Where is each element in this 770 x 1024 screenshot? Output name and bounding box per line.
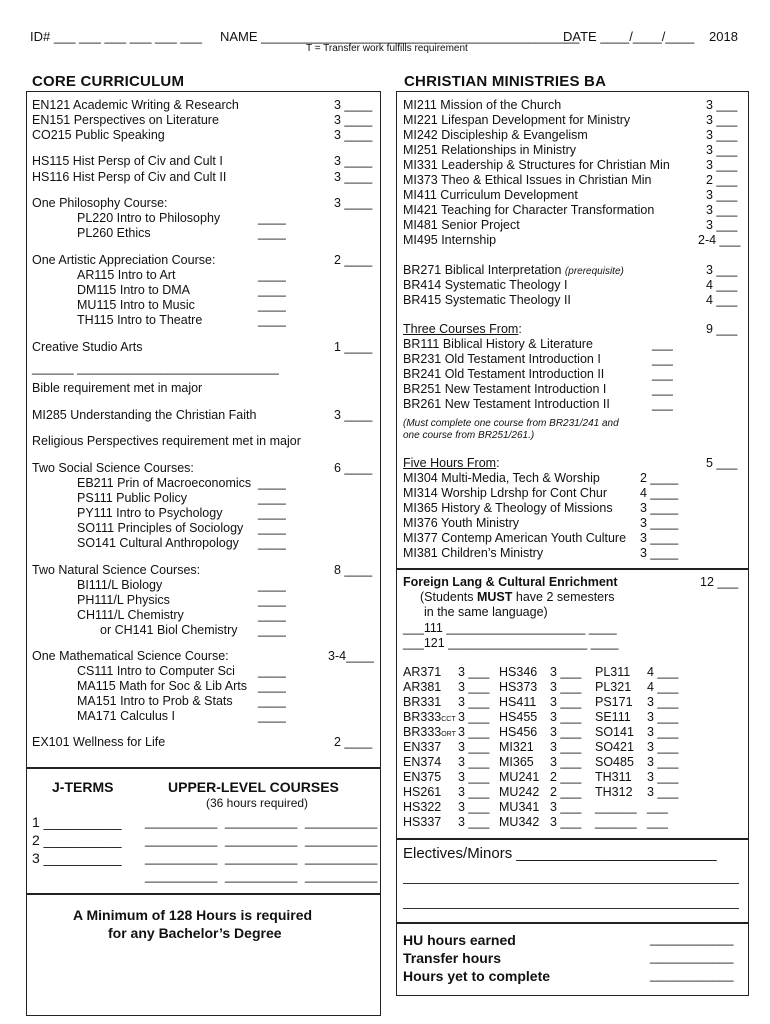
jterm-3[interactable]: 3 __________	[32, 850, 122, 866]
enrichment-course: AR371	[403, 665, 442, 679]
year: 2018	[709, 29, 738, 44]
core-course: CO215 Public Speaking	[32, 128, 165, 142]
upper-title: UPPER-LEVEL COURSES	[168, 779, 339, 795]
core-course: PH111/L Physics	[77, 593, 170, 607]
enrichment-course: HS455	[499, 710, 538, 724]
core-hours-blank[interactable]: ____	[258, 608, 286, 622]
enrichment-hours-blank[interactable]: 3 ___	[647, 710, 679, 724]
core-course: PY111 Intro to Psychology	[77, 506, 223, 520]
elective-bible-course: BR261 New Testament Introduction II	[403, 397, 610, 411]
course-section-tag: ORT	[441, 731, 456, 738]
foreign-title: Foreign Lang & Cultural Enrichment	[403, 575, 618, 589]
ministry-elective-course: MI381 Children’s Ministry	[403, 546, 544, 560]
ministry-elective-course: MI304 Multi-Media, Tech & Worship	[403, 471, 600, 485]
hours-remaining-blank[interactable]: ____________	[650, 968, 734, 982]
jterm-2[interactable]: 2 __________	[32, 832, 122, 848]
foreign-hours[interactable]: 12 ___	[700, 575, 739, 589]
core-hours-blank[interactable]: 6 ____	[334, 461, 373, 475]
core-hours-blank[interactable]: 8 ____	[334, 563, 373, 577]
name-field[interactable]: NAME ____________________________________________	[220, 29, 580, 44]
course-code: BR333	[403, 710, 442, 724]
enrichment-course: ______	[595, 800, 637, 814]
enrichment-course: MU241	[499, 770, 540, 784]
course-code: BR333	[403, 725, 442, 739]
ministry-elective-blank[interactable]: 3 ____	[640, 546, 679, 560]
upper-level-blank[interactable]: __________	[145, 814, 218, 829]
upper-level-blank[interactable]: __________	[305, 832, 378, 847]
lang-121-row[interactable]: ___121 ____________________ ____	[403, 636, 619, 650]
hours-remaining-label: Hours yet to complete	[403, 968, 551, 984]
core-course: ______ _____________________________	[32, 361, 279, 375]
enrichment-course: BR331	[403, 695, 442, 709]
elective-bible-course: BR241 Old Testament Introduction II	[403, 367, 605, 381]
minimum-line-1: A Minimum of 128 Hours is required	[73, 907, 313, 923]
core-hours-blank[interactable]: ____	[258, 623, 286, 637]
enrichment-course: HS346	[499, 665, 538, 679]
core-hours-blank[interactable]: 3 ____	[334, 408, 373, 422]
enrichment-hours-blank[interactable]: 2 ___	[550, 770, 582, 784]
br271-row	[403, 263, 624, 277]
core-course: Creative Studio Arts	[32, 340, 143, 354]
electives-line-2[interactable]	[403, 908, 739, 909]
upper-level-blank[interactable]: __________	[225, 832, 298, 847]
enrichment-course: HS456	[499, 725, 538, 739]
upper-level-blank[interactable]: __________	[225, 850, 298, 865]
five-hours[interactable]: 5 ___	[706, 456, 738, 470]
enrichment-course: MI321	[499, 740, 534, 754]
enrichment-course: SO485	[595, 755, 634, 769]
core-course: EN121 Academic Writing & Research	[32, 98, 239, 112]
core-hours-blank[interactable]: 1 ____	[334, 340, 373, 354]
ministry-elective-course: MI377 Contemp American Youth Culture	[403, 531, 627, 545]
elective-bible-course: BR111 Biblical History & Literature	[403, 337, 593, 351]
enrichment-hours-blank[interactable]: 3 ___	[458, 695, 490, 709]
core-hours-blank[interactable]: ____	[258, 578, 286, 592]
enrichment-hours-blank[interactable]: 3 ___	[458, 785, 490, 799]
core-course: PL260 Ethics	[77, 226, 151, 240]
core-hours-blank[interactable]: 3 ____	[334, 113, 373, 127]
core-course: MA171 Calculus I	[77, 709, 175, 723]
enrichment-hours-blank[interactable]: 3 ___	[647, 695, 679, 709]
core-hours-blank[interactable]: 3 ____	[334, 154, 373, 168]
enrichment-course: PL321	[595, 680, 632, 694]
enrichment-course: PS171	[595, 695, 633, 709]
major-hours-blank[interactable]: 2 ___	[706, 173, 738, 187]
enrichment-hours-blank[interactable]: 3 ___	[550, 755, 582, 769]
core-course: PS111 Public Policy	[77, 491, 188, 505]
elective-bible-blank[interactable]: ___	[652, 352, 673, 366]
core-hours-blank[interactable]: 3 ____	[334, 98, 373, 112]
core-course: Bible requirement met in major	[32, 381, 203, 395]
ministry-elective-blank[interactable]: 2 ____	[640, 471, 679, 485]
ministry-elective-blank[interactable]: 3 ____	[640, 516, 679, 530]
major-hours-blank[interactable]: 4 ___	[706, 293, 738, 307]
major-course: MI211 Mission of the Church	[403, 98, 562, 112]
core-hours-blank[interactable]: 2 ____	[334, 735, 373, 749]
elective-bible-course: BR231 Old Testament Introduction I	[403, 352, 601, 366]
hu-hours-label: HU hours earned	[403, 932, 516, 948]
major-course: MI242 Discipleship & Evangelism	[403, 128, 588, 142]
core-hours-blank[interactable]: ____	[258, 536, 286, 550]
enrichment-hours-blank[interactable]: 3 ___	[458, 755, 490, 769]
enrichment-hours-blank[interactable]: 3 ___	[458, 815, 490, 829]
major-course: MI251 Relationships in Ministry	[403, 143, 576, 157]
enrichment-hours-blank[interactable]: 3 ___	[458, 770, 490, 784]
core-course: One Philosophy Course:	[32, 196, 168, 210]
foreign-note-2: in the same language)	[424, 605, 548, 619]
upper-level-blank[interactable]: __________	[225, 868, 298, 883]
enrichment-hours-blank[interactable]: 4 ___	[647, 680, 679, 694]
core-hours-blank[interactable]: ____	[258, 268, 286, 282]
elective-bible-blank[interactable]: ___	[652, 337, 673, 351]
core-course: HS115 Hist Persp of Civ and Cult I	[32, 154, 223, 168]
core-hours-blank[interactable]: ____	[258, 694, 286, 708]
major-course: MI373 Theo & Ethical Issues in Christian Min	[403, 173, 652, 187]
three-title: Three Courses From:	[403, 322, 522, 336]
major-hours-blank[interactable]: 3 ___	[706, 113, 738, 127]
core-course: TH115 Intro to Theatre	[77, 313, 203, 327]
three-note-2: one course from BR251/261.)	[403, 430, 535, 441]
ministry-elective-blank[interactable]: 4 ____	[640, 486, 679, 500]
enrichment-course: TH312	[595, 785, 633, 799]
core-course: DM115 Intro to DMA	[77, 283, 191, 297]
core-course: CH111/L Chemistry	[77, 608, 184, 622]
enrichment-hours-blank[interactable]: ___	[647, 800, 668, 814]
enrichment-hours-blank[interactable]: 3 ___	[647, 755, 679, 769]
enrichment-hours-blank[interactable]: 3 ___	[550, 725, 582, 739]
upper-level-blank[interactable]: __________	[305, 868, 378, 883]
major-course: MI495 Internship	[403, 233, 497, 247]
major-course: BR414 Systematic Theology I	[403, 278, 568, 292]
core-hours-blank[interactable]: ____	[258, 506, 286, 520]
three-note-1: (Must complete one course from BR231/241 and	[403, 418, 619, 429]
core-course: MU115 Intro to Music	[77, 298, 195, 312]
enrichment-course: MU242	[499, 785, 540, 799]
transfer-note: T = Transfer work fulfills requirement	[306, 43, 468, 54]
enrichment-hours-blank[interactable]: 3 ___	[550, 800, 582, 814]
enrichment-course: AR381	[403, 680, 442, 694]
ministry-elective-course: MI314 Worship Ldrshp for Cont Chur	[403, 486, 608, 500]
id-field[interactable]: ID# ___ ___ ___ ___ ___ ___	[30, 29, 203, 44]
core-course: SO141 Cultural Anthropology	[77, 536, 239, 550]
major-hours-blank[interactable]: 4 ___	[706, 278, 738, 292]
core-hours-blank[interactable]: ____	[258, 226, 286, 240]
core-hours-blank[interactable]: ____	[258, 298, 286, 312]
upper-level-blank[interactable]: __________	[225, 814, 298, 829]
enrichment-hours-blank[interactable]: 3 ___	[458, 800, 490, 814]
core-course: Religious Perspectives requirement met in major	[32, 434, 301, 448]
five-title: Five Hours From:	[403, 456, 500, 470]
enrichment-hours-blank[interactable]: 3 ___	[647, 785, 679, 799]
enrichment-course: HS322	[403, 800, 442, 814]
core-course: CS111 Intro to Computer Sci	[77, 664, 235, 678]
enrichment-course: MU342	[499, 815, 540, 829]
electives-line-1[interactable]	[403, 883, 739, 884]
ministry-elective-blank[interactable]: 3 ____	[640, 531, 679, 545]
enrichment-course: TH311	[595, 770, 632, 784]
major-hours-blank[interactable]: 2-4 ___	[698, 233, 741, 247]
upper-level-blank[interactable]: __________	[145, 868, 218, 883]
core-course: One Mathematical Science Course:	[32, 649, 229, 663]
core-course: One Artistic Appreciation Course:	[32, 253, 216, 267]
core-hours-blank[interactable]: 3 ____	[334, 196, 373, 210]
core-hours-blank[interactable]: 3 ____	[334, 128, 373, 142]
major-title: CHRISTIAN MINISTRIES BA	[404, 73, 607, 90]
core-course: BI111/L Biology	[77, 578, 163, 592]
enrichment-hours-blank[interactable]: 3 ___	[550, 815, 582, 829]
three-hours[interactable]: 9 ___	[706, 322, 738, 336]
enrichment-hours-blank[interactable]: 3 ___	[458, 680, 490, 694]
foreign-note-1: (Students MUST have 2 semesters	[420, 590, 615, 604]
minimum-line-2: for any Bachelor’s Degree	[108, 925, 282, 941]
core-course: EN151 Perspectives on Literature	[32, 113, 219, 127]
ministry-elective-course: MI376 Youth Ministry	[403, 516, 520, 530]
enrichment-course: SO421	[595, 740, 634, 754]
enrichment-course: EN374	[403, 755, 442, 769]
upper-level-blank[interactable]: __________	[145, 850, 218, 865]
core-hours-blank[interactable]: ____	[258, 521, 286, 535]
elective-bible-course: BR251 New Testament Introduction I	[403, 382, 607, 396]
core-course: MA151 Intro to Prob & Stats	[77, 694, 233, 708]
core-hours-blank[interactable]: ____	[258, 664, 286, 678]
core-course: AR115 Intro to Art	[77, 268, 176, 282]
major-hours-blank[interactable]: 3 ___	[706, 188, 738, 202]
major-course: MI331 Leadership & Structures for Christian Min	[403, 158, 670, 172]
enrichment-course: SO141	[595, 725, 634, 739]
core-hours-blank[interactable]: ____	[258, 283, 286, 297]
major-hours-blank[interactable]: 3 ___	[706, 98, 738, 112]
core-course: Two Social Science Courses:	[32, 461, 194, 475]
core-hours-blank[interactable]: ____	[258, 491, 286, 505]
br271-label: BR271 Biblical Interpretation	[403, 263, 562, 277]
lang-111-row[interactable]: ___111 ____________________ ____	[403, 621, 617, 635]
core-course: or CH141 Biol Chemistry	[100, 623, 238, 637]
date-field[interactable]: DATE ____/____/____	[563, 29, 695, 44]
enrichment-hours-blank[interactable]: 3 ___	[550, 665, 582, 679]
major-course: MI481 Senior Project	[403, 218, 520, 232]
elective-bible-blank[interactable]: ___	[652, 367, 673, 381]
enrichment-hours-blank[interactable]: 3 ___	[550, 680, 582, 694]
major-course: MI411 Curriculum Development	[403, 188, 578, 202]
prereq-note: (prerequisite)	[564, 266, 624, 277]
enrichment-hours-blank[interactable]: 3 ___	[458, 725, 490, 739]
jterms-title: J-TERMS	[52, 779, 114, 795]
core-course: PL220 Intro to Philosophy	[77, 211, 221, 225]
enrichment-course: HS411	[499, 695, 537, 709]
upper-level-blank[interactable]: __________	[145, 832, 218, 847]
enrichment-course	[403, 710, 456, 724]
core-course: Two Natural Science Courses:	[32, 563, 201, 577]
core-hours-blank[interactable]: ____	[258, 211, 286, 225]
major-course: MI421 Teaching for Character Transformation	[403, 203, 655, 217]
ministry-elective-course: MI365 History & Theology of Missions	[403, 501, 613, 515]
core-title: CORE CURRICULUM	[32, 73, 185, 90]
major-course: BR415 Systematic Theology II	[403, 293, 571, 307]
enrichment-course: PL311	[595, 665, 631, 679]
br271-hours[interactable]: 3 ___	[706, 263, 738, 277]
upper-level-blank[interactable]: __________	[305, 850, 378, 865]
enrichment-course: MU341	[499, 800, 540, 814]
core-course: MA115 Math for Soc & Lib Arts	[77, 679, 247, 693]
core-hours-blank[interactable]: 3 ____	[334, 170, 373, 184]
major-hours-blank[interactable]: 3 ___	[706, 203, 738, 217]
core-course: HS116 Hist Persp of Civ and Cult II	[32, 170, 227, 184]
enrichment-course: MI365	[499, 755, 534, 769]
enrichment-hours-blank[interactable]: 2 ___	[550, 785, 582, 799]
enrichment-course: EN337	[403, 740, 442, 754]
core-course: EX101 Wellness for Life	[32, 735, 166, 749]
enrichment-hours-blank[interactable]: 3 ___	[647, 740, 679, 754]
electives-label[interactable]: Electives/Minors ________________________	[403, 845, 717, 862]
enrichment-course: ______	[595, 815, 637, 829]
enrichment-hours-blank[interactable]: 3 ___	[647, 725, 679, 739]
upper-level-blank[interactable]: __________	[305, 814, 378, 829]
major-course: MI221 Lifespan Development for Ministry	[403, 113, 631, 127]
enrichment-course: HS261	[403, 785, 442, 799]
enrichment-hours-blank[interactable]: 3 ___	[550, 695, 582, 709]
enrichment-hours-blank[interactable]: 3 ___	[647, 770, 679, 784]
major-hours-blank[interactable]: 3 ___	[706, 143, 738, 157]
enrichment-hours-blank[interactable]: 4 ___	[647, 665, 679, 679]
core-hours-blank[interactable]: 3-4____	[328, 649, 374, 663]
major-hours-blank[interactable]: 3 ___	[706, 158, 738, 172]
enrichment-hours-blank[interactable]: 3 ___	[458, 710, 490, 724]
enrichment-hours-blank[interactable]: 3 ___	[458, 665, 490, 679]
transfer-hours-label: Transfer hours	[403, 950, 502, 966]
enrichment-course: HS373	[499, 680, 538, 694]
core-course: EB211 Prin of Macroeconomics	[77, 476, 252, 490]
enrichment-course: HS337	[403, 815, 442, 829]
core-hours-blank[interactable]: ____	[258, 709, 286, 723]
core-course: SO111 Principles of Sociology	[77, 521, 244, 535]
enrichment-course: EN375	[403, 770, 442, 784]
elective-bible-blank[interactable]: ___	[652, 397, 673, 411]
jterm-1[interactable]: 1 __________	[32, 814, 122, 830]
course-section-tag: CCT	[441, 716, 456, 723]
core-hours-blank[interactable]: ____	[258, 593, 286, 607]
transfer-hours-blank[interactable]: ____________	[650, 950, 734, 964]
core-hours-blank[interactable]: ____	[258, 313, 286, 327]
core-hours-blank[interactable]: 2 ____	[334, 253, 373, 267]
hu-hours-blank[interactable]: ____________	[650, 932, 734, 946]
major-hours-blank[interactable]: 3 ___	[706, 218, 738, 232]
core-hours-blank[interactable]: ____	[258, 679, 286, 693]
enrichment-hours-blank[interactable]: 3 ___	[550, 710, 582, 724]
ministry-elective-blank[interactable]: 3 ____	[640, 501, 679, 515]
upper-sub: (36 hours required)	[206, 796, 309, 810]
core-hours-blank[interactable]: ____	[258, 476, 286, 490]
elective-bible-blank[interactable]: ___	[652, 382, 673, 396]
major-hours-blank[interactable]: 3 ___	[706, 128, 738, 142]
core-course: MI285 Understanding the Christian Faith	[32, 408, 257, 422]
enrichment-hours-blank[interactable]: ___	[647, 815, 668, 829]
enrichment-hours-blank[interactable]: 3 ___	[550, 740, 582, 754]
enrichment-course: SE111	[595, 710, 631, 724]
enrichment-course	[403, 725, 456, 739]
enrichment-hours-blank[interactable]: 3 ___	[458, 740, 490, 754]
